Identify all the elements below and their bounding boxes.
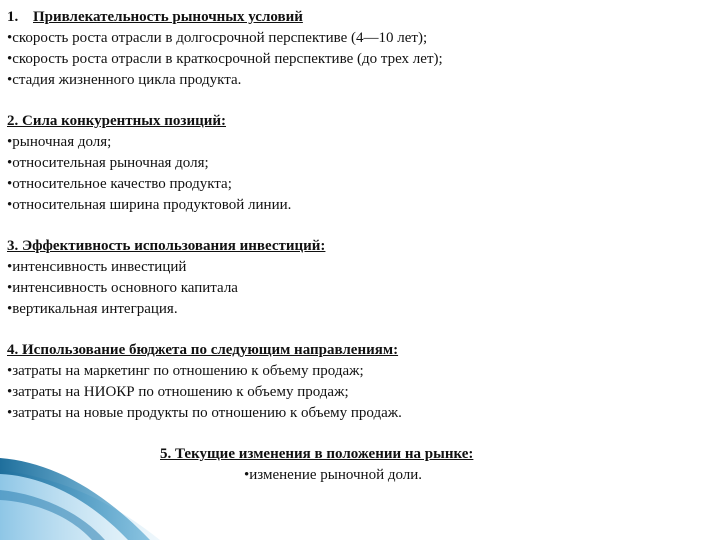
section-heading [7,7,707,28]
list-item: •относительная ширина продуктовой линии. [7,197,292,213]
section-investment-efficiency [7,236,707,320]
list-item: •скорость роста отрасли в краткосрочной перспективе (до трех лет); [7,51,443,67]
list-item: •интенсивность инвестиций [7,259,187,275]
section-budget-usage [7,340,707,424]
list-item: •относительная рыночная доля; [7,155,209,171]
list-item: •стадия жизненного цикла продукта. [7,72,242,88]
section-number: 1. [7,9,19,25]
list-item: •изменение рыночной доли. [244,467,423,483]
list-item: •затраты на НИОКР по отношению к объему продаж; [7,384,349,400]
list-item: •затраты на маркетинг по отношению к объему продаж; [7,363,364,379]
wave-band-thin [0,490,105,540]
section-title: 4. Использование бюджета по следующим направлениям: [7,342,399,358]
list-item: •рыночная доля; [7,134,112,150]
section-title: 5. Текущие изменения в положении на рынке: [160,446,474,462]
list-item: •относительное качество продукта; [7,176,232,192]
list-item: •вертикальная интеграция. [7,301,178,317]
list-item: •интенсивность основного капитала [7,280,238,296]
content-area [7,7,707,486]
section-competitive-strength [7,111,707,216]
section-title: 2. Сила конкурентных позиций: [7,113,227,129]
section-market-changes [160,444,707,486]
section-title: Привлекательность рыночных условий [33,9,303,25]
list-item: •скорость роста отрасли в долгосрочной перспективе (4—10 лет); [7,30,428,46]
section-title: 3. Эффективность использования инвестиций: [7,238,326,254]
section-market-attractiveness [7,7,707,91]
list-item: •затраты на новые продукты по отношению к объему продаж. [7,405,402,421]
